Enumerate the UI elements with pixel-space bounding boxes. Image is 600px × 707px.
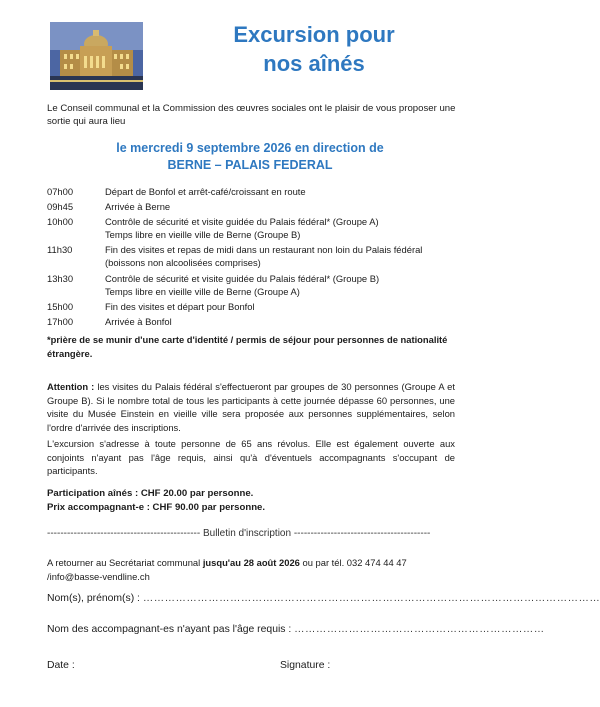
schedule-time: 10h00 — [47, 216, 74, 228]
page-title — [200, 20, 428, 78]
title-line-2: nos aînés — [263, 51, 365, 76]
prices — [47, 487, 447, 514]
schedule-desc: Arrivée à Berne — [105, 201, 171, 213]
schedule-time: 17h00 — [47, 315, 74, 327]
name-label: Nom(s), prénom(s) : — [47, 593, 140, 604]
return-text: A retourner au Secrétariat communal — [47, 557, 203, 568]
return-phone: ou par tél. 032 474 44 47 — [299, 557, 407, 568]
schedule-row — [47, 272, 467, 298]
date-label: Date : — [47, 660, 75, 671]
name-field[interactable] — [47, 593, 600, 604]
schedule-time: 09h45 — [47, 201, 74, 213]
event-destination: BERNE – PALAIS FEDERAL — [167, 158, 333, 172]
schedule-row — [47, 243, 467, 269]
bulletin-dashes-left: ---------------------------------------------- — [47, 528, 201, 539]
schedule-row — [47, 215, 467, 241]
schedule-row — [47, 200, 467, 213]
schedule-desc: Fin des visites et départ pour Bonfol — [105, 300, 255, 312]
palais-federal-illustration — [50, 22, 143, 90]
id-note: *prière de se munir d'une carte d'identité / permis de séjour pour personnes de nationalité étrangère. — [47, 334, 448, 359]
price-seniors: Participation aînés : CHF 20.00 par personne. — [47, 488, 254, 499]
schedule-desc: Fin des visites et repas de midi dans un restaurant non loin du Palais fédéral — [105, 244, 423, 256]
companions-dots: …………………………………………………………… — [294, 624, 545, 635]
schedule-row — [47, 185, 467, 198]
companions-field[interactable] — [47, 624, 545, 635]
palais-federal-photo — [50, 22, 143, 90]
schedule-desc: Temps libre en vieille ville de Berne (Groupe B) — [105, 229, 301, 241]
attention-paragraph — [47, 380, 455, 434]
schedule-desc: Arrivée à Bonfol — [105, 315, 172, 327]
schedule-desc: Temps libre en vieille ville de Berne (Groupe A) — [105, 285, 300, 297]
schedule-time: 15h00 — [47, 300, 74, 312]
title-line-1: Excursion pour — [233, 22, 395, 47]
schedule-desc: Contrôle de sécurité et visite guidée du Palais fédéral* (Groupe B) — [105, 272, 380, 284]
return-instructions — [47, 556, 457, 583]
schedule — [47, 185, 467, 328]
schedule-desc: Contrôle de sécurité et visite guidée du Palais fédéral* (Groupe A) — [105, 216, 379, 228]
schedule-time: 13h30 — [47, 272, 74, 284]
schedule-desc: Départ de Bonfol et arrêt-café/croissant en route — [105, 186, 306, 197]
bulletin-separator — [47, 528, 457, 539]
price-companion: Prix accompagnant-e : CHF 90.00 par personne. — [47, 501, 266, 513]
signature-label: Signature : — [280, 660, 331, 671]
schedule-desc: (boissons non alcoolisées comprises) — [105, 257, 261, 269]
schedule-row — [47, 315, 467, 328]
event-date: le mercredi 9 septembre 2026 en direction de — [116, 141, 384, 155]
bulletin-dashes-right: ----------------------------------------- — [293, 528, 431, 539]
return-email: /info@basse-vendline.ch — [47, 570, 150, 582]
schedule-time: 07h00 — [47, 186, 74, 197]
intro-text: Le Conseil communal et la Commission des œuvres sociales ont le plaisir de vous proposer une sortie qui aura lieu — [47, 103, 456, 127]
attention-label: Attention : — [47, 381, 95, 392]
schedule-time: 11h30 — [47, 244, 73, 256]
return-deadline: jusqu'au 28 août 2026 — [202, 557, 300, 568]
attention-text: les visites du Palais fédéral s'effectueront par groupes de 30 personnes (Groupe A et Groupe B). Si le nombre total de tous les participants à cette journée dépasse 60 personnes, une visite du Musée Einstein en vieille ville sera proposée aux personnes supplémentaires, selon l'ordre d'arrivée des inscriptions. — [47, 381, 455, 433]
bulletin-title: Bulletin d'inscription — [202, 528, 292, 539]
audience-paragraph: L'excursion s'adresse à toute personne de 65 ans révolus. Elle est également ouverte aux conjoints n'ayant pas l'âge requis, ainsi qu'à d'éventuels accompagnants s'occupant de participants. — [47, 438, 455, 477]
name-dots: ……………………………………………………………………………………………………………… — [142, 593, 600, 604]
companions-label: Nom des accompagnant-es n'ayant pas l'âge requis : — [47, 624, 292, 635]
schedule-row — [47, 300, 467, 313]
